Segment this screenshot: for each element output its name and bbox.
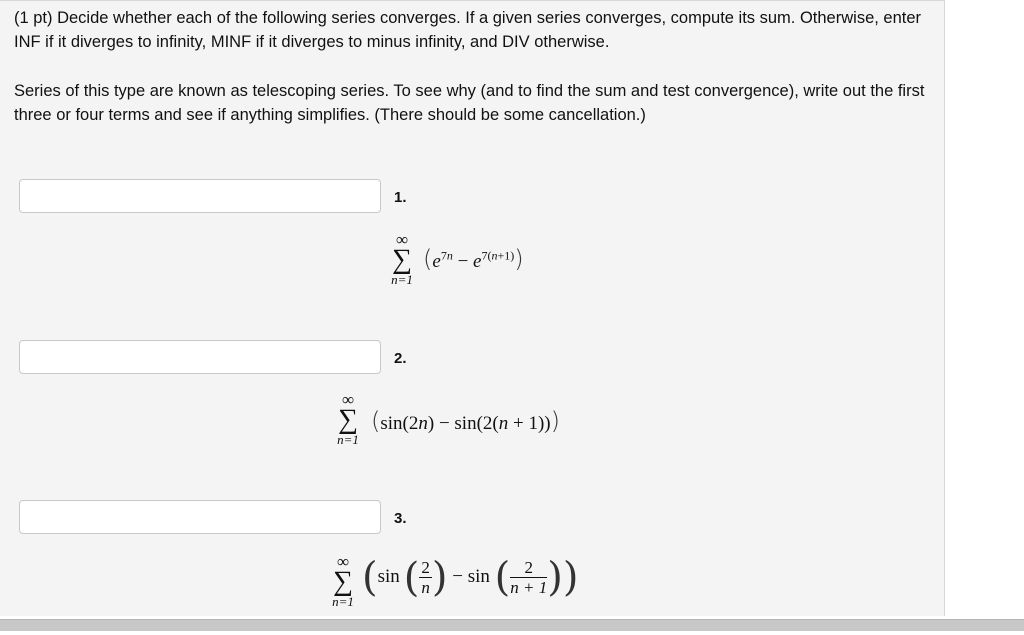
series-3-sigma: ∑	[333, 566, 353, 597]
horizontal-scrollbar[interactable]	[0, 619, 1024, 631]
series-1-upper: ∞	[395, 230, 409, 249]
answer-input-1[interactable]	[19, 179, 381, 213]
problem-hint: Series of this type are known as telescoping series. To see why (and to find the sum and test convergence), write out the first three or four terms and see if anything simplifies. (There should be some cancellation.)	[14, 82, 925, 124]
series-2-upper: ∞	[341, 390, 355, 409]
answer-input-2[interactable]	[19, 340, 381, 374]
item-number-1: 1.	[394, 189, 407, 206]
series-3-upper: ∞	[336, 552, 350, 571]
problem-intro: (1 pt) Decide whether each of the following series converges. If a given series converges, compute its sum. Otherwise, enter INF if it diverges to infinity, MINF if it diverges to minus infinity, and DIV otherwise.	[14, 9, 922, 51]
answer-input-3[interactable]	[19, 500, 381, 534]
problem-panel: (1 pt) Decide whether each of the following series converges. If a given series converges, compute its sum. Otherwise, enter INF if it diverges to infinity, MINF if it diverges to minus infinity, and DIV otherwise. Series of this type are known as telescoping series. To see why (and to find the sum and test convergence), write out the first three or four terms and see if anything simplifies. (There should be some cancellation.) 1. ∞ ∑ n=1 $(e^{7n} - e^{7(n+1)})$ 2. ∞ ∑ n=1 (sin(2n) − sin(2(n + 1))) 3. ∞ ∑ n=1 (sin ( $\frac{2}{n}$ ) − sin ( $\frac{2}{n + 1}$ ))	[0, 0, 945, 616]
item-number-3: 3.	[394, 510, 407, 527]
series-1-lower: n=1	[391, 272, 413, 287]
series-2-sigma: ∑	[338, 404, 358, 435]
series-2-lower: n=1	[337, 432, 359, 447]
item-number-2: 2.	[394, 350, 407, 367]
series-3-lower: n=1	[332, 594, 354, 609]
series-1-sigma: ∑	[392, 244, 412, 275]
